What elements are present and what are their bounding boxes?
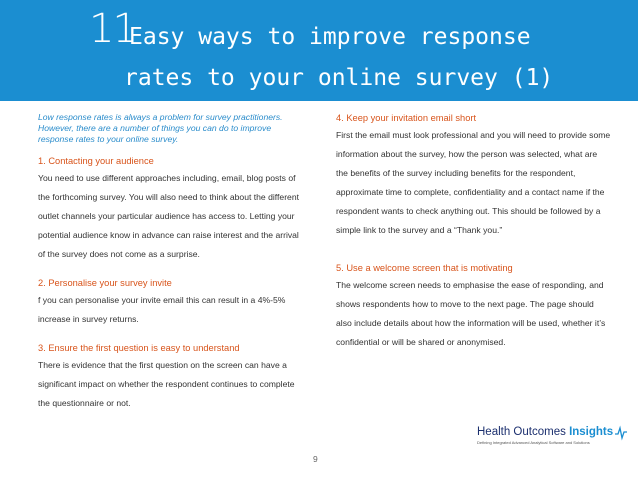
section-3-heading: 3. Ensure the first question is easy to understand [38, 343, 240, 353]
company-logo [477, 425, 627, 455]
intro-paragraph: Low response rates is always a problem for survey practitioners. However, there are a number of things you can do to improve response rates to your online survey. [38, 112, 283, 144]
section-5-heading: 5. Use a welcome screen that is motivating [336, 263, 513, 273]
section-3-text: There is evidence that the first question on the screen can have a significant impact on whether the respondent continues to complete the questionnaire or not. [38, 360, 295, 408]
left-column [38, 112, 300, 413]
section-2-heading: 2. Personalise your survey invite [38, 278, 172, 288]
section-1-heading: 1. Contacting your audience [38, 156, 154, 166]
title-line-1: Easy ways to improve response [129, 24, 531, 50]
section-4-heading: 4. Keep your invitation email short [336, 113, 477, 123]
logo-name-accent: Insights [569, 426, 614, 438]
logo-tagline: Defining Integrated Advanced Analytical Software and Solutions [477, 440, 590, 445]
pulse-icon [615, 425, 627, 441]
section-1-text: You need to use different approaches including, email, blog posts of the forthcoming survey. You will also need to think about the different outlet channels your particular audience has access to. Letting your potential audience know in advance can raise interest and the arrival of the survey does not come as a surprise. [38, 173, 300, 259]
right-column [336, 112, 611, 352]
section-5-text: The welcome screen needs to emphasise the ease of responding, and shows respondents how to move to the next page. The page should also include details about how the information will be used, whether it’s confidential or will be shared or anonymised. [336, 280, 606, 347]
logo-name-main: Health Outcomes [477, 426, 566, 438]
title-banner [0, 0, 638, 101]
logo-wordmark [477, 425, 627, 439]
section-2-text: f you can personalise your invite email this can result in a 4%-5% increase in survey returns. [38, 295, 286, 324]
section-4-text: First the email must look professional and you will need to provide some information about the survey, how the person was selected, what are the benefits of the survey including benefits for the respondent, approximate time to complete, confidentiality and a contact name if the respondent wants to check anything out. This should be followed by a simple link to the survey and a “Thank you.” [336, 130, 611, 235]
page-number: 9 [313, 454, 318, 464]
title-line-2: rates to your online survey (1) [124, 65, 554, 91]
title-number: 11 [89, 6, 136, 52]
